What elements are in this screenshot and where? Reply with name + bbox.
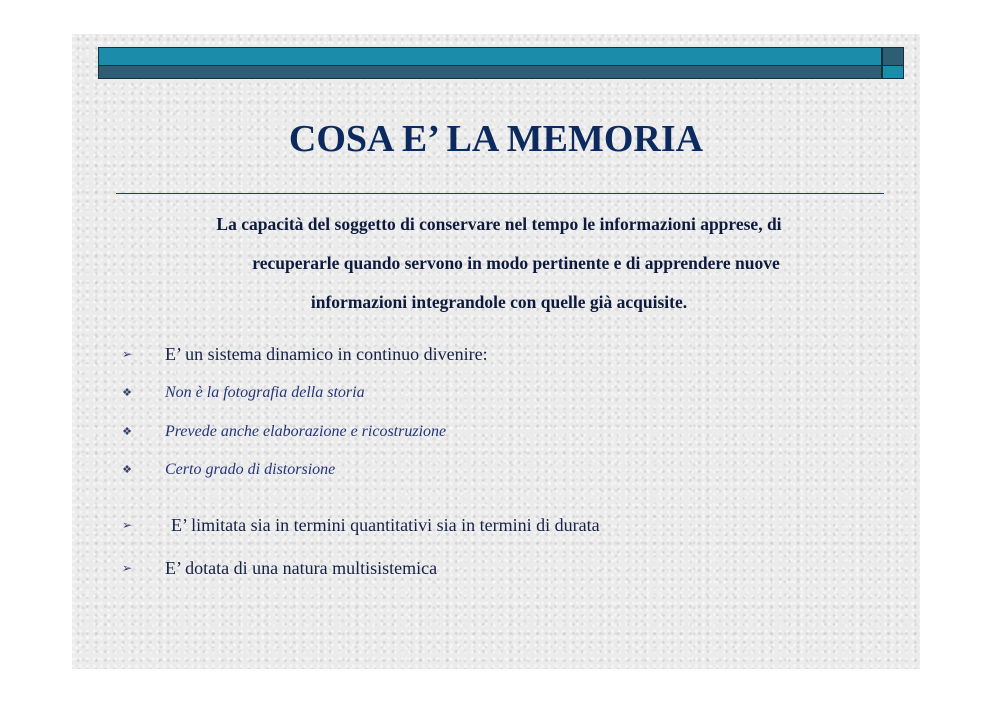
title-divider (116, 193, 884, 194)
definition-line-1: La capacità del soggetto di conservare nel tempo le informazioni apprese, di (216, 214, 782, 234)
definition-paragraph (144, 205, 854, 322)
bullet-text: E’ dotata di una natura multisistemica (165, 558, 438, 578)
arrow-bullet-icon: ➢ (121, 561, 133, 575)
slide (72, 34, 920, 669)
banner-end-block-bottom (882, 66, 904, 79)
arrow-bullet-icon: ➢ (121, 518, 133, 532)
sub-bullet-text: Certo grado di distorsione (165, 461, 336, 478)
diamond-bullet-icon: ❖ (122, 387, 132, 399)
sub-bullet-text: Prevede anche elaborazione e ricostruzione (165, 423, 447, 440)
banner-bar-top (98, 47, 882, 66)
banner-end-block-top (882, 47, 904, 66)
arrow-bullet-icon: ➢ (121, 347, 133, 361)
bullet-text: E’ un sistema dinamico in continuo divenire: (165, 344, 488, 364)
definition-line-3: informazioni integrandole con quelle già acquisite. (310, 292, 688, 312)
sub-bullet-text: Non è la fotografia della storia (165, 384, 365, 401)
diamond-bullet-icon: ❖ (122, 426, 132, 438)
header-banner (98, 47, 904, 79)
banner-bar-bottom (98, 66, 882, 79)
diamond-bullet-icon: ❖ (122, 464, 132, 476)
definition-line-2: recuperarle quando servono in modo pertinente e di apprendere nuove (252, 253, 780, 273)
bullet-text: E’ limitata sia in termini quantitativi sia in termini di durata (171, 515, 600, 535)
slide-title: COSA E’ LA MEMORIA (288, 118, 704, 160)
